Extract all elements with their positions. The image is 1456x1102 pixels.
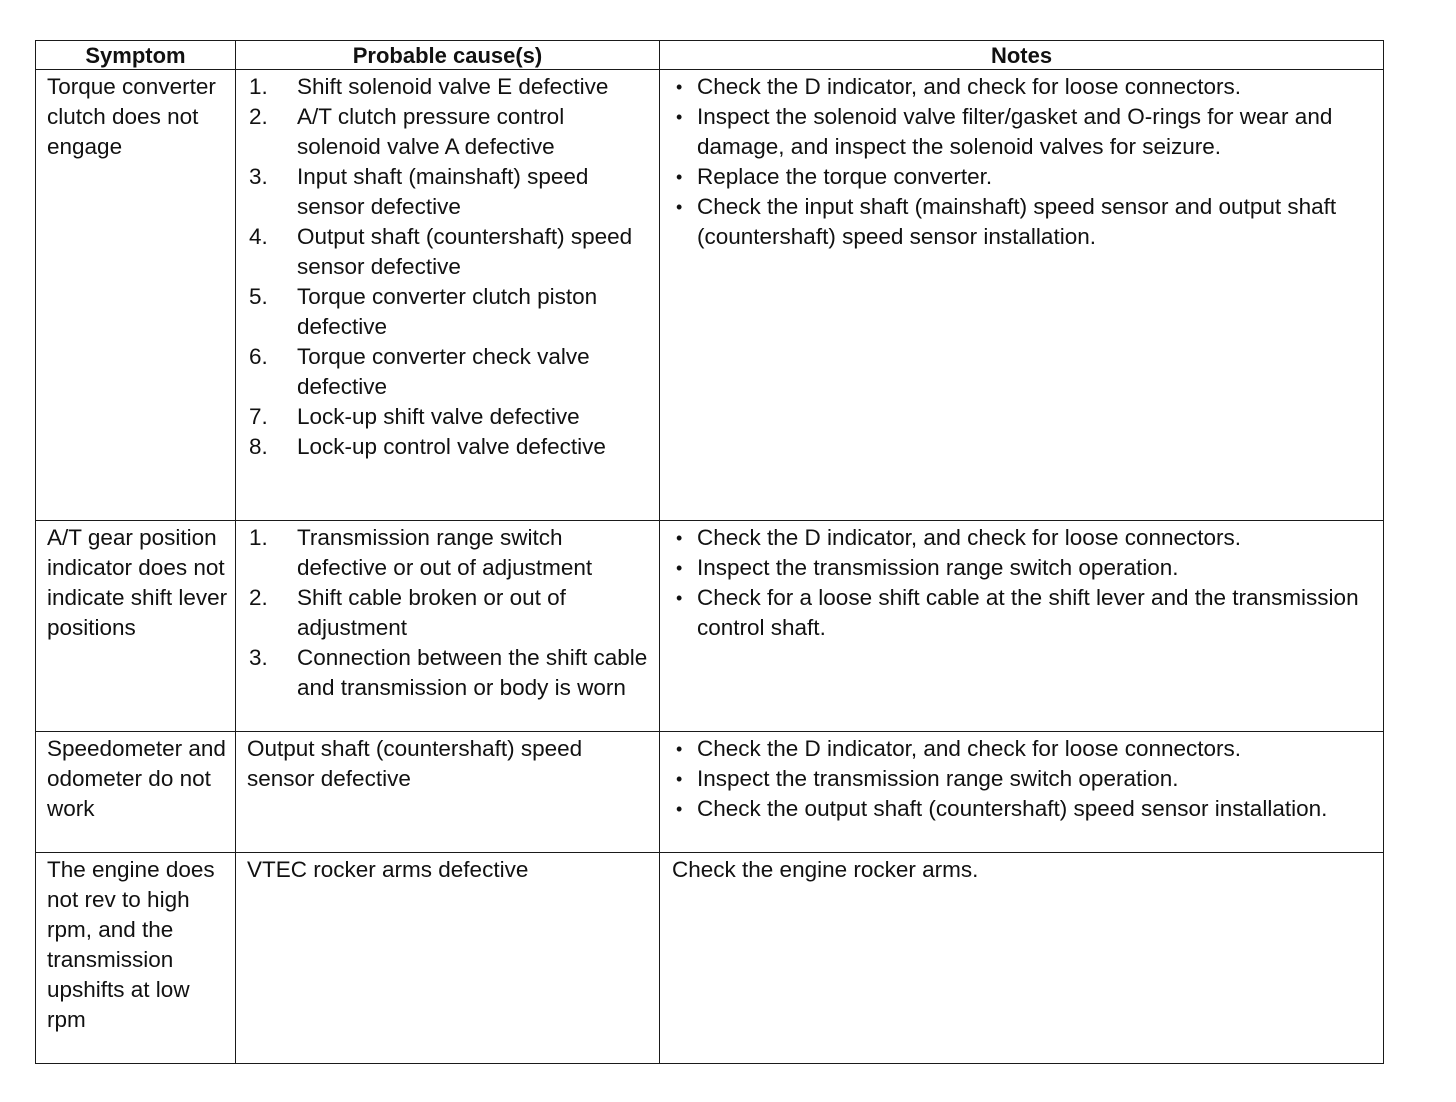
- cause-number: 1.: [249, 74, 268, 99]
- symptom-cell: Speedometer and odometer do not work: [36, 732, 236, 853]
- cause-text: Shift cable broken or out of adjustment: [297, 585, 566, 640]
- note-item: • Check the D indicator, and check for loose connectors.: [672, 72, 1375, 102]
- cause-text: Torque converter clutch piston defective: [297, 284, 598, 339]
- cause-text: Output shaft (countershaft) speed sensor defective: [297, 224, 633, 279]
- notes-cell: [660, 70, 1384, 521]
- cause-number: 3.: [249, 645, 268, 670]
- table-row: [36, 521, 1384, 732]
- notes-list: [672, 523, 1375, 643]
- cause-text: Lock-up control valve defective: [297, 434, 606, 459]
- notes-list: [672, 72, 1375, 252]
- cause-item: [247, 222, 653, 282]
- note-item: • Check the input shaft (mainshaft) speed sensor and output shaft (countershaft) speed sensor installation.: [672, 192, 1375, 252]
- table-row: [36, 732, 1384, 853]
- cause-text: Torque converter check valve defective: [297, 344, 590, 399]
- note-item: • Replace the torque converter.: [672, 162, 1375, 192]
- troubleshooting-table: [35, 40, 1384, 1064]
- header-row: [36, 41, 1384, 70]
- notes-cell: [660, 521, 1384, 732]
- note-item: • Check the D indicator, and check for loose connectors.: [672, 734, 1375, 764]
- table-row: [36, 853, 1384, 1064]
- cause-text: Connection between the shift cable and transmission or body is worn: [297, 645, 648, 700]
- cause-text: Input shaft (mainshaft) speed sensor defective: [297, 164, 589, 219]
- note-item: • Inspect the transmission range switch operation.: [672, 764, 1375, 794]
- causes-list: [247, 72, 653, 462]
- note-item: • Inspect the transmission range switch operation.: [672, 553, 1375, 583]
- header-notes: Notes: [660, 41, 1384, 70]
- cause-number: 7.: [249, 404, 268, 429]
- symptom-cell: Torque converter clutch does not engage: [36, 70, 236, 521]
- cause-item: [247, 342, 653, 402]
- cause-text: Transmission range switch defective or out of adjustment: [297, 525, 593, 580]
- notes-cell: Check the engine rocker arms.: [660, 853, 1384, 1064]
- cause-item: [247, 72, 653, 102]
- note-item: • Inspect the solenoid valve filter/gasket and O-rings for wear and damage, and inspect the solenoid valves for seizure.: [672, 102, 1375, 162]
- note-item: • Check the output shaft (countershaft) speed sensor installation.: [672, 794, 1375, 824]
- note-item: • Check the D indicator, and check for loose connectors.: [672, 523, 1375, 553]
- cause-number: 2.: [249, 104, 268, 129]
- causes-cell: Output shaft (countershaft) speed sensor defective: [236, 732, 660, 853]
- cause-item: [247, 523, 653, 583]
- notes-list: [672, 734, 1375, 824]
- cause-number: 1.: [249, 525, 268, 550]
- cause-number: 2.: [249, 585, 268, 610]
- causes-cell: VTEC rocker arms defective: [236, 853, 660, 1064]
- cause-text: Lock-up shift valve defective: [297, 404, 580, 429]
- cause-number: 8.: [249, 434, 268, 459]
- cause-number: 5.: [249, 284, 268, 309]
- cause-text: Shift solenoid valve E defective: [297, 74, 609, 99]
- cause-number: 3.: [249, 164, 268, 189]
- causes-cell: [236, 70, 660, 521]
- table-row: [36, 70, 1384, 521]
- cause-item: [247, 162, 653, 222]
- symptom-cell: The engine does not rev to high rpm, and the transmission upshifts at low rpm: [36, 853, 236, 1064]
- header-symptom: Symptom: [36, 41, 236, 70]
- cause-item: [247, 282, 653, 342]
- cause-number: 4.: [249, 224, 268, 249]
- note-item: • Check for a loose shift cable at the shift lever and the transmission control shaft.: [672, 583, 1375, 643]
- notes-cell: [660, 732, 1384, 853]
- cause-item: [247, 102, 653, 162]
- symptom-cell: A/T gear position indicator does not indicate shift lever positions: [36, 521, 236, 732]
- cause-text: A/T clutch pressure control solenoid valve A defective: [297, 104, 565, 159]
- cause-item: [247, 432, 653, 462]
- cause-item: [247, 583, 653, 643]
- causes-list: [247, 523, 653, 703]
- cause-item: [247, 643, 653, 703]
- cause-number: 6.: [249, 344, 268, 369]
- cause-item: [247, 402, 653, 432]
- header-probable-causes: Probable cause(s): [236, 41, 660, 70]
- causes-cell: [236, 521, 660, 732]
